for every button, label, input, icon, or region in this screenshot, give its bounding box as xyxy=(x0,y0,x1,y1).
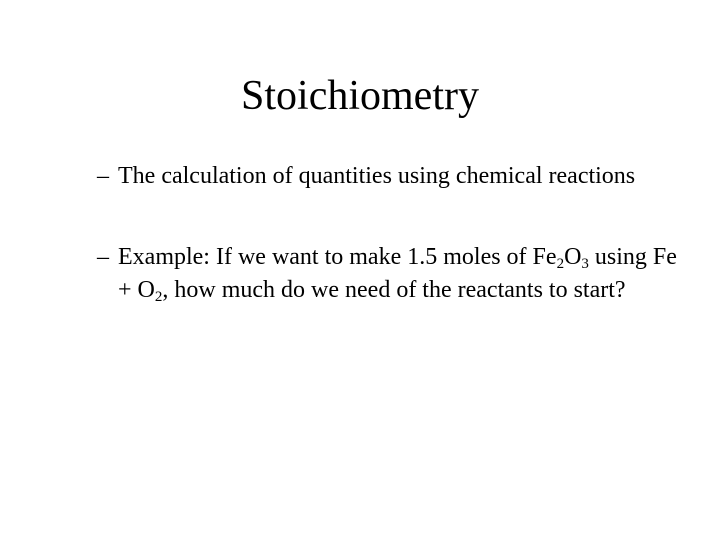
bullet-dash: – xyxy=(97,244,109,270)
subscript: 2 xyxy=(154,289,163,305)
bullet-dash: – xyxy=(97,163,109,189)
slide-title: Stoichiometry xyxy=(241,73,479,119)
bullet-text-part: using Fe + O xyxy=(118,244,677,303)
bullet-text-part: Example: If we want to make 1.5 moles of Fe xyxy=(118,244,557,270)
bullet-text-part: , how much do we need of the reactants to start? xyxy=(162,277,626,303)
subscript: 2 xyxy=(556,256,565,272)
bullet-item-definition xyxy=(97,160,677,193)
bullet-item-example xyxy=(97,241,677,307)
subscript: 3 xyxy=(581,256,589,272)
bullet-text: The calculation of quantities using chemical reactions xyxy=(118,163,636,189)
bullet-list xyxy=(97,160,677,307)
bullet-text-part: O xyxy=(564,244,582,270)
